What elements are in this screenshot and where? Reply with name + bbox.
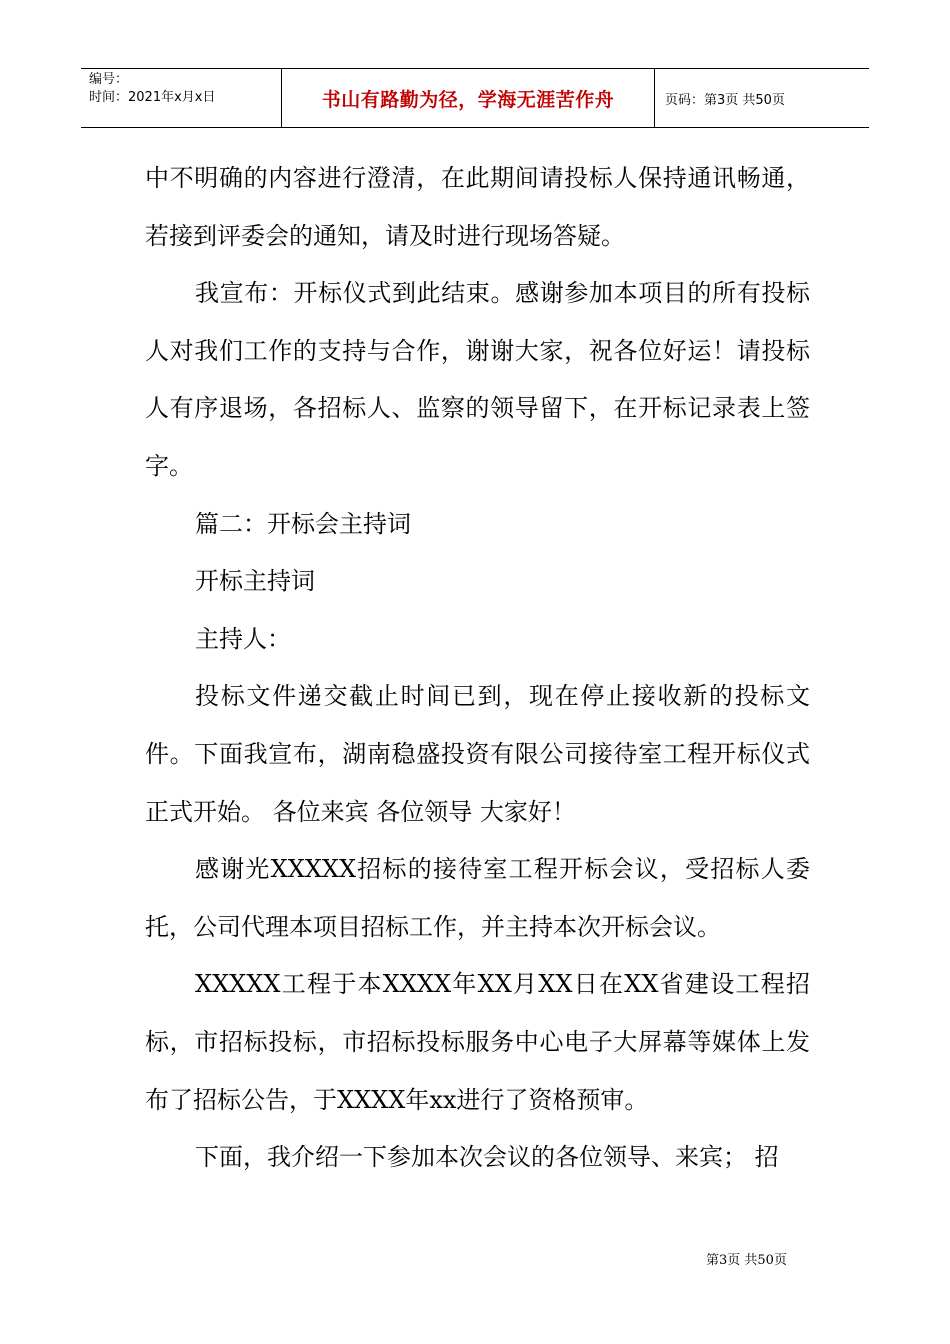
header-page-info: 页码：第3页 共50页 <box>665 92 785 108</box>
paragraph: 投标文件递交截止时间已到，现在停止接收新的投标文件。下面我宣布，湖南稳盛投资有限公司接待室工程开标仪式正式开始。 各位来宾 各位领导 大家好！ <box>145 682 810 826</box>
document-number-label: 编号： <box>89 72 129 87</box>
document-date-label: 时间：2021年x月x日 <box>89 90 216 105</box>
paragraph: 下面，我介绍一下参加本次会议的各位领导、来宾； 招 <box>195 1143 779 1172</box>
section-heading: 篇二：开标会主持词 <box>195 509 411 538</box>
page-footer: 第3页 共50页 <box>706 1253 787 1268</box>
paragraph: 我宣布：开标仪式到此结束。感谢参加本项目的所有投标人对我们工作的支持与合作，谢谢大家，祝各位好运！请投标人有序退场，各招标人、监察的领导留下，在开标记录表上签字。 <box>145 279 810 480</box>
paragraph: XXXXX工程于本XXXX年XX月XX日在XX省建设工程招标，市招标投标，市招标投标服务中心电子大屏幕等媒体上发布了招标公告，于XXXX年xx进行了资格预审。 <box>145 970 810 1114</box>
document-body <box>145 150 810 1187</box>
paragraph-title: 开标主持词 <box>195 567 315 596</box>
header-motto: 书山有路勤为径，学海无涯苦作舟 <box>282 69 655 127</box>
paragraph: 感谢光XXXXX招标的接待室工程开标会议，受招标人委托，公司代理本项目招标工作，并主持本次开标会议。 <box>145 855 810 941</box>
paragraph: 中不明确的内容进行澄清，在此期间请投标人保持通讯畅通，若接到评委会的通知，请及时进行现场答疑。 <box>145 164 810 250</box>
speaker-label: 主持人： <box>195 624 291 653</box>
header-meta <box>81 69 282 127</box>
document-header <box>81 68 869 128</box>
